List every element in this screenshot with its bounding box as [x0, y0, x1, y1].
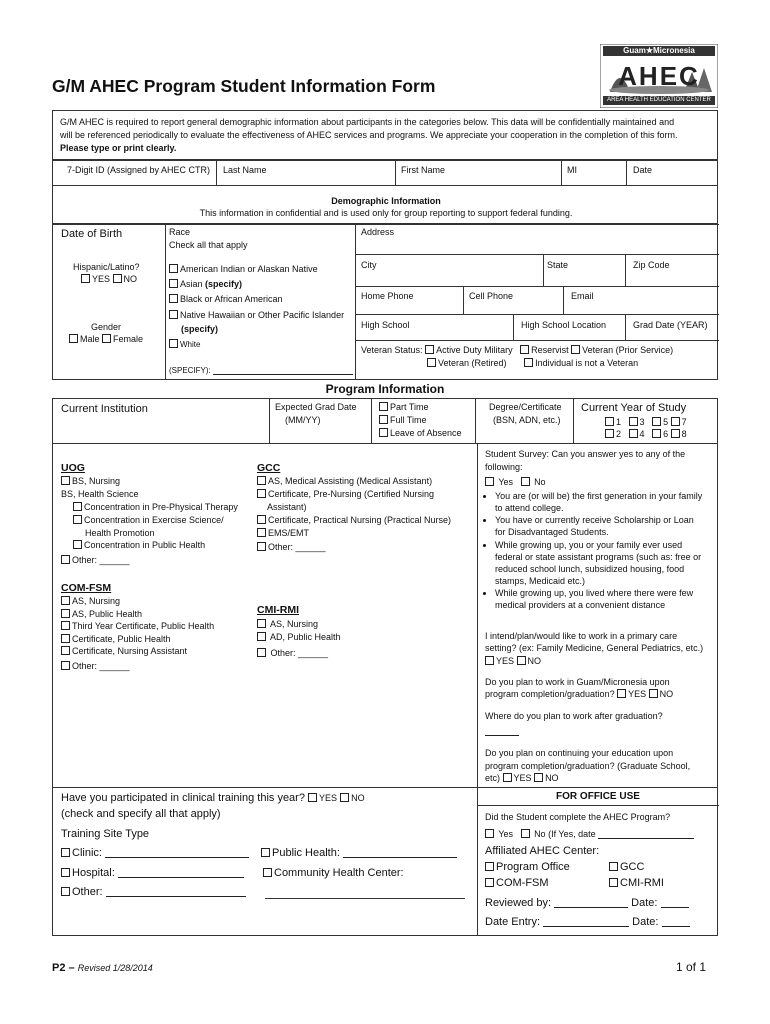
- dob-label: Date of Birth: [61, 228, 123, 240]
- comfsm-other[interactable]: Other: ______: [61, 661, 130, 672]
- logo-top-text: Guam★Micronesia: [623, 46, 695, 55]
- veteran-row-1[interactable]: Veteran Status: Active Duty Military Reservist Veteran (Prior Service): [361, 345, 674, 355]
- part-time-option[interactable]: Part Time: [379, 402, 429, 413]
- intro-line-1: G/M AHEC is required to report general demographic information about participants in the categories below. This data will be confidentially maintained and: [60, 117, 675, 127]
- survey-q5a: Do you plan on continuing your education upon: [485, 748, 674, 758]
- logo-main-text: AHEC: [618, 61, 700, 91]
- grad-date-label[interactable]: Grad Date (YEAR): [633, 320, 708, 330]
- footer-left: P2 – Revised 1/28/2014: [52, 962, 153, 974]
- cmirmi-a2[interactable]: AD, Public Health: [257, 632, 341, 643]
- id-field[interactable]: 7-Digit ID (Assigned by AHEC CTR): [67, 165, 211, 175]
- survey-q5c[interactable]: etc) YES NO: [485, 773, 559, 783]
- gcc-a1[interactable]: AS, Medical Assisting (Medical Assistant): [257, 476, 432, 487]
- home-phone-label[interactable]: Home Phone: [361, 291, 414, 301]
- race-black[interactable]: Black or African American: [169, 294, 283, 305]
- clinical-check-label: (check and specify all that apply): [61, 808, 221, 820]
- state-label[interactable]: State: [547, 260, 569, 270]
- ahec-logo: [600, 44, 718, 108]
- email-label[interactable]: Email: [571, 291, 594, 301]
- demographic-heading: Demographic Information: [331, 196, 441, 206]
- office-program[interactable]: Program Office: [485, 861, 570, 875]
- clinic-field[interactable]: Clinic:: [61, 847, 249, 861]
- address-label: Address: [361, 227, 395, 237]
- page-title: G/M AHEC Program Student Information Form: [52, 76, 436, 96]
- last-name-field[interactable]: Last Name: [223, 165, 267, 175]
- first-name-field[interactable]: First Name: [401, 165, 446, 175]
- intro-line-2: will be referenced periodically to evaluate the effectiveness of AHEC services and programs. We appreciate your cooperation in the completion of this form.: [60, 130, 678, 140]
- logo-bottom-text: AREA HEALTH EDUCATION CENTER: [607, 97, 711, 103]
- gcc-a4[interactable]: EMS/EMT: [257, 528, 309, 539]
- office-yesno[interactable]: Yes No (If Yes, date: [485, 829, 694, 840]
- page-number: 1 of 1: [676, 960, 707, 974]
- race-ai-checkbox[interactable]: [169, 264, 178, 273]
- cmirmi-heading: CMI-RMI: [257, 604, 299, 616]
- male-checkbox[interactable]: [69, 334, 78, 343]
- survey-q3a: Do you plan to work in Guam/Micronesia upon: [485, 677, 670, 687]
- public-health-field[interactable]: Public Health:: [261, 847, 457, 861]
- uog-c3[interactable]: Concentration in Public Health: [73, 540, 205, 551]
- survey-q2b: setting? (ex: Family Medicine, General Pediatrics, etc.): [485, 643, 704, 653]
- gender-options[interactable]: Male Female: [69, 334, 143, 345]
- leave-checkbox[interactable]: [379, 428, 388, 437]
- other-field[interactable]: Other:: [61, 886, 246, 900]
- part-time-checkbox[interactable]: [379, 402, 388, 411]
- office-heading: FOR OFFICE USE: [556, 791, 640, 802]
- current-institution-label: Current Institution: [61, 403, 148, 415]
- hospital-field[interactable]: Hospital:: [61, 867, 244, 881]
- race-black-checkbox[interactable]: [169, 294, 178, 303]
- office-comfsm[interactable]: COM-FSM: [485, 877, 549, 891]
- office-cmirmi[interactable]: CMI-RMI: [609, 877, 664, 891]
- race-sub-label: Check all that apply: [169, 240, 248, 250]
- comfsm-a1[interactable]: AS, Nursing: [61, 596, 120, 607]
- intro-line-3: Please type or print clearly.: [60, 143, 177, 153]
- expected-grad-label: Expected Grad Date: [275, 402, 357, 412]
- race-nh-specify: (specify): [181, 324, 219, 334]
- survey-q4-line[interactable]: [485, 726, 519, 737]
- survey-intro-1: Student Survey: Can you answer yes to any of the: [485, 449, 686, 459]
- high-school-label[interactable]: High School: [361, 320, 410, 330]
- uog-c2b: Health Promotion: [85, 528, 155, 538]
- hispanic-yes-checkbox[interactable]: [81, 274, 90, 283]
- comfsm-a5[interactable]: Certificate, Nursing Assistant: [61, 646, 187, 657]
- community-health-field[interactable]: Community Health Center:: [263, 867, 404, 881]
- hispanic-no-checkbox[interactable]: [113, 274, 122, 283]
- gcc-a3[interactable]: Certificate, Practical Nursing (Practical Nurse): [257, 515, 451, 526]
- gcc-a2b: Assistant): [267, 502, 307, 512]
- id-row: [52, 160, 718, 186]
- clinical-office-section: [52, 788, 718, 936]
- year-of-study-label: Current Year of Study: [581, 402, 687, 414]
- zip-label[interactable]: Zip Code: [633, 260, 670, 270]
- active-duty-checkbox[interactable]: [425, 345, 434, 354]
- reviewed-by-field[interactable]: Reviewed by: Date:: [485, 897, 689, 911]
- uog-bsn[interactable]: BS, Nursing: [61, 476, 120, 487]
- survey-bullets: • You are (or will be) the first generation in your family to attend college. • You have or currently receive Scholarship or Loan for Disadvantaged Students. • While growing up, you or your family ever used federal or state assistant programs (such as: free or reduced school lunch, subsidized housing, food stamps, Medicaid etc.) • While growing up, you lived where there were few medical providers at a convenient distance: [483, 490, 703, 611]
- date-field[interactable]: Date: [633, 165, 653, 175]
- demographic-header: [52, 186, 718, 224]
- degree-label: Degree/Certificate: [489, 402, 562, 412]
- veteran-row-2[interactable]: Veteran (Retired) Individual is not a Veteran: [427, 358, 638, 369]
- intro-box: [52, 110, 718, 160]
- date-entry-field[interactable]: Date Entry: Date:: [485, 916, 690, 930]
- survey-q5b: program completion/graduation? (Graduate School,: [485, 761, 691, 771]
- training-site-label: Training Site Type: [61, 828, 150, 840]
- year-row-2[interactable]: 2 4 6 8: [605, 429, 687, 440]
- uog-c1[interactable]: Concentration in Pre-Physical Therapy: [73, 502, 238, 513]
- hispanic-options[interactable]: YES NO: [81, 274, 137, 285]
- uog-other[interactable]: Other: ______: [61, 555, 130, 566]
- survey-q2-yesno[interactable]: YES NO: [485, 656, 541, 667]
- reservist-checkbox[interactable]: [520, 345, 529, 354]
- survey-q3b[interactable]: program completion/graduation? YES NO: [485, 689, 674, 699]
- survey-q2a: I intend/plan/would like to work in a primary care: [485, 631, 678, 641]
- clinical-question[interactable]: Have you participated in clinical training this year? YES NO: [61, 792, 365, 804]
- office-question: Did the Student complete the AHEC Program?: [485, 812, 671, 822]
- gcc-other[interactable]: Other: ______: [257, 542, 326, 553]
- gcc-heading: GCC: [257, 462, 281, 474]
- mmyy-label: (MM/YY): [285, 415, 321, 425]
- demographic-sub: This information in confidential and is used only for group reporting to support federal funding.: [199, 208, 573, 218]
- race-white-checkbox[interactable]: [169, 339, 178, 348]
- hispanic-label: Hispanic/Latino?: [73, 262, 140, 272]
- race-asian[interactable]: Asian (specify): [169, 279, 242, 290]
- race-nh-checkbox[interactable]: [169, 310, 178, 319]
- uog-bshs: BS, Health Science: [61, 489, 139, 499]
- comfsm-a4[interactable]: Certificate, Public Health: [61, 634, 171, 645]
- veteran-prior-checkbox[interactable]: [571, 345, 580, 354]
- race-ai[interactable]: American Indian or Alaskan Native: [169, 264, 318, 275]
- survey-intro-2: following:: [485, 462, 523, 472]
- gcc-a2[interactable]: Certificate, Pre-Nursing (Certified Nursing: [257, 489, 434, 500]
- uog-heading: UOG: [61, 462, 85, 474]
- degree-sub-label: (BSN, ADN, etc.): [493, 415, 561, 425]
- comfsm-heading: COM-FSM: [61, 582, 112, 594]
- race-label: Race: [169, 227, 191, 237]
- race-white[interactable]: White: [169, 339, 200, 350]
- comfsm-a3[interactable]: Third Year Certificate, Public Health: [61, 621, 214, 632]
- cell-phone-label[interactable]: Cell Phone: [469, 291, 514, 301]
- full-time-option[interactable]: Full Time: [379, 415, 427, 426]
- affiliated-label: Affiliated AHEC Center:: [485, 845, 600, 857]
- program-row: [52, 398, 718, 444]
- race-nh[interactable]: Native Hawaiian or Other Pacific Islander: [169, 310, 344, 321]
- comfsm-a2[interactable]: AS, Public Health: [61, 609, 142, 620]
- mi-field[interactable]: MI: [567, 165, 577, 175]
- cmirmi-a1[interactable]: AS, Nursing: [257, 619, 318, 630]
- programs-section: [52, 444, 718, 788]
- office-gcc[interactable]: GCC: [609, 861, 644, 875]
- program-heading: Program Information: [325, 382, 445, 396]
- survey-q4: Where do you plan to work after graduation?: [485, 711, 663, 721]
- race-asian-checkbox[interactable]: [169, 279, 178, 288]
- uog-c2[interactable]: Concentration in Exercise Science/: [73, 515, 224, 526]
- race-specify-line[interactable]: (SPECIFY):: [169, 366, 353, 376]
- not-veteran-checkbox[interactable]: [524, 358, 533, 367]
- cmirmi-other[interactable]: Other: ______: [257, 648, 328, 659]
- female-checkbox[interactable]: [102, 334, 111, 343]
- year-row-1[interactable]: 1 3 5 7: [605, 417, 687, 428]
- survey-yesno-1[interactable]: Yes No: [485, 477, 546, 488]
- hs-location-label[interactable]: High School Location: [521, 320, 607, 330]
- gender-label: Gender: [91, 322, 122, 332]
- full-time-checkbox[interactable]: [379, 415, 388, 424]
- city-label[interactable]: City: [361, 260, 377, 270]
- demographic-grid: [52, 224, 718, 380]
- leave-option[interactable]: Leave of Absence: [379, 428, 462, 439]
- veteran-retired-checkbox[interactable]: [427, 358, 436, 367]
